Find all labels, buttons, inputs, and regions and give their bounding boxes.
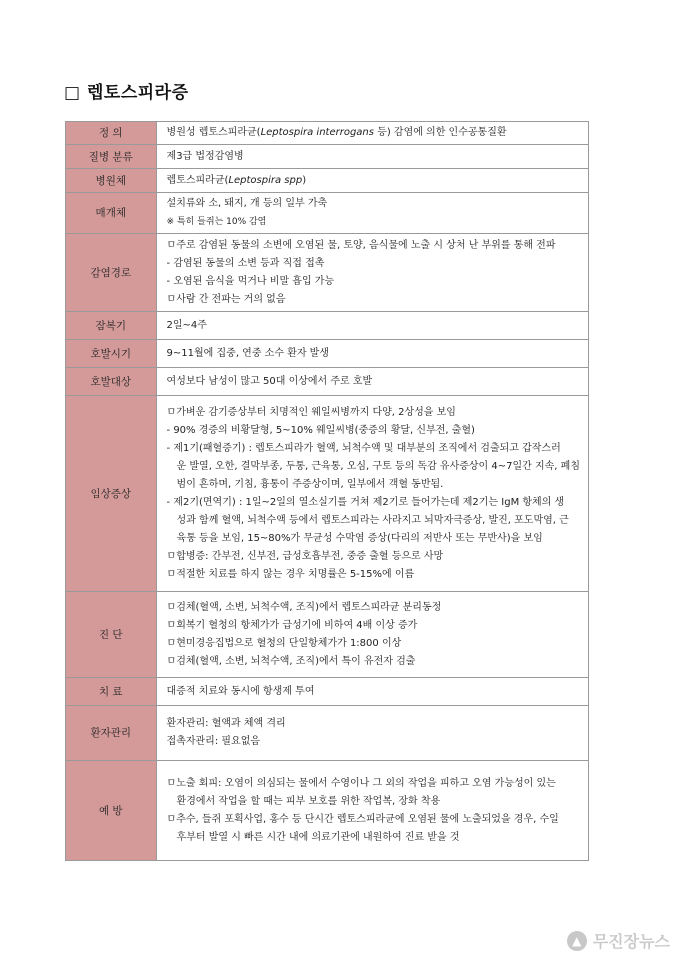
treatment-value: 대증적 치료와 동시에 항생제 투여 — [156, 678, 588, 706]
symptoms-value — [156, 396, 588, 592]
table-row — [66, 193, 589, 234]
treatment-label: 치 료 — [66, 678, 157, 706]
vector-label: 매개체 — [66, 193, 157, 234]
table-row — [66, 678, 589, 706]
symptoms-line: - 제2기(면역기) : 1일~2일의 열소실기를 거쳐 제2기로 들어가는데 제2기는 IgM 항체의 생 — [166, 496, 565, 508]
incubation-value: 2일~4주 — [156, 312, 588, 340]
table-row — [66, 169, 589, 193]
table-row — [66, 145, 589, 169]
watermark — [567, 929, 670, 952]
diagnosis-value: ㅁ검체(혈액, 소변, 뇌척수액, 조직)에서 렙토스피라균 분리동정 ㅁ회복기 혈청의 항체가가 급성기에 비하여 4배 이상 증가 ㅁ현미경응집법으로 혈청의 단일항체가가 1:800 이상 ㅁ검체(혈액, 소변, 뇌척수액, 조직)에서 특이 유전자 검출 — [156, 592, 588, 678]
page-heading: □ 렙토스피라증 — [64, 83, 189, 103]
season-value: 9~11월에 집중, 연중 소수 환자 발생 — [156, 340, 588, 368]
target-value: 여성보다 남성이 많고 50대 이상에서 주로 호발 — [156, 368, 588, 396]
table-row — [66, 122, 589, 145]
symptoms-line: 범이 흔하며, 기침, 흉통이 주증상이며, 일부에서 객혈 동반됨. — [176, 478, 444, 490]
vector-note: ※ 특히 들쥐는 10% 감염 — [166, 217, 267, 227]
classification-label: 질병 분류 — [66, 145, 157, 169]
diagnosis-label: 진 단 — [66, 592, 157, 678]
prevention-line: 환경에서 작업을 할 때는 피부 보호를 위한 작업복, 장화 착용 — [176, 795, 441, 807]
prevention-value — [156, 761, 588, 861]
incubation-label: 잠복기 — [66, 312, 157, 340]
prevention-line: 후부터 발열 시 빠른 시간 내에 의료기관에 내원하여 진료 받을 것 — [176, 831, 460, 843]
infection-route-value: ㅁ주로 감염된 동물의 소변에 오염된 물, 토양, 음식물에 노출 시 상처 난 부위를 통해 전파 - 감염된 동물의 소변 등과 직접 접촉 - 오염된 음식을 먹거나 비말 흡입 가능 ㅁ사람 간 전파는 거의 없음 — [156, 234, 588, 312]
patient-value: 환자관리: 혈액과 체액 격리 접촉자관리: 필요없음 — [156, 706, 588, 761]
patient-label: 환자관리 — [66, 706, 157, 761]
season-label: 호발시기 — [66, 340, 157, 368]
table-row — [66, 234, 589, 312]
symptoms-line: ㅁ가벼운 감기증상부터 치명적인 웨일씨병까지 다양, 2상성을 보임 — [166, 406, 456, 418]
symptoms-line: 성과 함께 혈액, 뇌척수액 등에서 렙토스피라는 사라지고 뇌막자극증상, 발진, 포도막염, 근 — [176, 514, 569, 526]
symptoms-line: 육통 등을 보임, 15~80%가 무균성 수막염 증상(다리의 저반사 또는 무반사)을 보임 — [176, 532, 543, 544]
news-logo-icon: ▲ — [567, 931, 587, 951]
symptoms-line: - 제1기(패혈증기) : 렙토스피라가 혈액, 뇌척수액 및 대부분의 조직에서 검출되고 갑작스러 — [166, 442, 561, 454]
classification-value: 제3급 법정감염병 — [156, 145, 588, 169]
table-row — [66, 340, 589, 368]
definition-value: 병원성 렙토스피라균(Leptospira interrogans 등) 감염에 의한 인수공통질환 — [156, 122, 588, 145]
pathogen-label: 병원체 — [66, 169, 157, 193]
symptoms-label: 임상증상 — [66, 396, 157, 592]
table-row — [66, 368, 589, 396]
symptoms-line: - 90% 경증의 비황달형, 5~10% 웨일씨병(중증의 황달, 신부전, 출혈) — [166, 424, 475, 436]
prevention-label: 예 방 — [66, 761, 157, 861]
table-row — [66, 706, 589, 761]
disease-info-table — [65, 121, 589, 861]
prevention-line: ㅁ노출 회피: 오염이 의심되는 물에서 수영이나 그 외의 작업을 피하고 오염 가능성이 있는 — [166, 777, 556, 789]
table-row — [66, 312, 589, 340]
infection-route-label: 감염경로 — [66, 234, 157, 312]
table-row — [66, 396, 589, 592]
symptoms-line: ㅁ합병증: 간부전, 신부전, 급성호흡부전, 중증 출혈 등으로 사망 — [166, 550, 444, 562]
watermark-text: 무진장뉴스 — [592, 932, 670, 951]
prevention-line: ㅁ추수, 들쥐 포획사업, 홍수 등 단시간 렙토스피라균에 오염된 물에 노출되었을 경우, 수일 — [166, 813, 559, 825]
table-row — [66, 592, 589, 678]
vector-value: 설치류와 소, 돼지, 개 등의 일부 가축 ※ 특히 들쥐는 10% 감염 — [156, 193, 588, 234]
target-label: 호발대상 — [66, 368, 157, 396]
symptoms-line: 운 발열, 오한, 결막부종, 두통, 근육통, 오심, 구토 등의 독감 유사증상이 4~7일간 지속, 폐침 — [176, 460, 580, 472]
table-row — [66, 761, 589, 861]
symptoms-line: ㅁ적절한 치료를 하지 않는 경우 치명률은 5-15%에 이름 — [166, 568, 415, 580]
pathogen-value: 렙토스피라균(Leptospira spp) — [156, 169, 588, 193]
definition-label: 정 의 — [66, 122, 157, 145]
